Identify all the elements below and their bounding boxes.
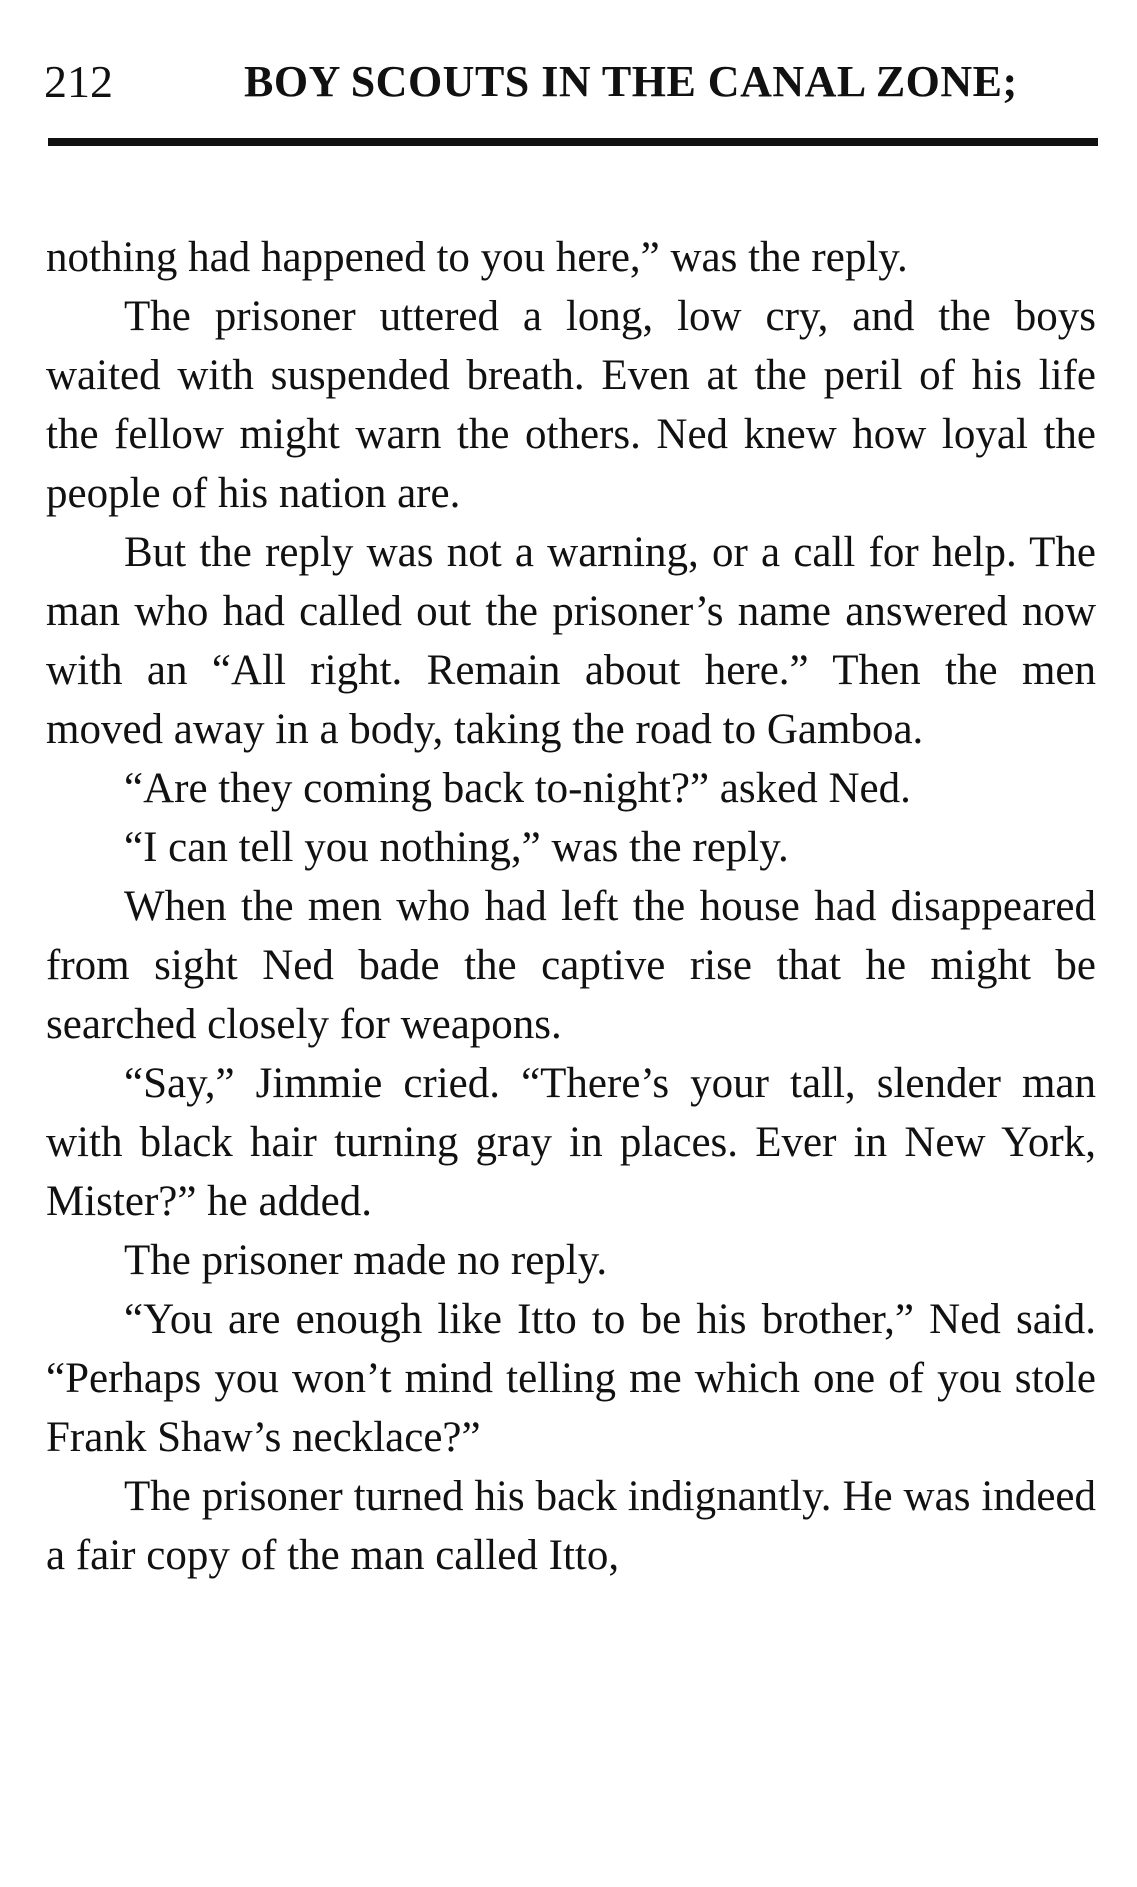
paragraph-2: The prisoner uttered a long, low cry, and the boys waited with suspended breath. Even at the peril of his life the fellow might warn the others. Ned knew how loyal the people of his nation are. xyxy=(46,293,1096,517)
running-head xyxy=(44,52,1094,112)
paragraph-7: “Say,” Jimmie cried. “There’s your tall, slender man with black hair turning gray in places. Ever in New York, Mister?” he added. xyxy=(46,1060,1096,1225)
page-number: 212 xyxy=(44,56,113,107)
book-title: BOY SCOUTS IN THE CANAL ZONE; xyxy=(244,57,1018,106)
paragraph-3: But the reply was not a warning, or a call for help. The man who had called out the prisoner’s name answered now with an “All right. Remain about here.” Then the men moved away in a body, taking the road to Gamboa. xyxy=(46,529,1096,753)
paragraph-10: The prisoner turned his back indignantly. He was indeed a fair copy of the man called Itto, xyxy=(46,1473,1096,1579)
paragraph-4: “Are they coming back to-night?” asked Ned. xyxy=(124,765,911,812)
paragraph-9: “You are enough like Itto to be his brother,” Ned said. “Perhaps you won’t mind telling me which one of you stole Frank Shaw’s necklace?” xyxy=(46,1296,1096,1461)
header-rule xyxy=(48,138,1098,146)
paragraph-1: nothing had happened to you here,” was the reply. xyxy=(46,234,908,281)
body-text xyxy=(46,228,1096,1585)
paragraph-6: When the men who had left the house had disappeared from sight Ned bade the captive rise that he might be searched closely for weapons. xyxy=(46,883,1096,1048)
paragraph-5: “I can tell you nothing,” was the reply. xyxy=(124,824,789,871)
paragraph-8: The prisoner made no reply. xyxy=(124,1237,608,1284)
